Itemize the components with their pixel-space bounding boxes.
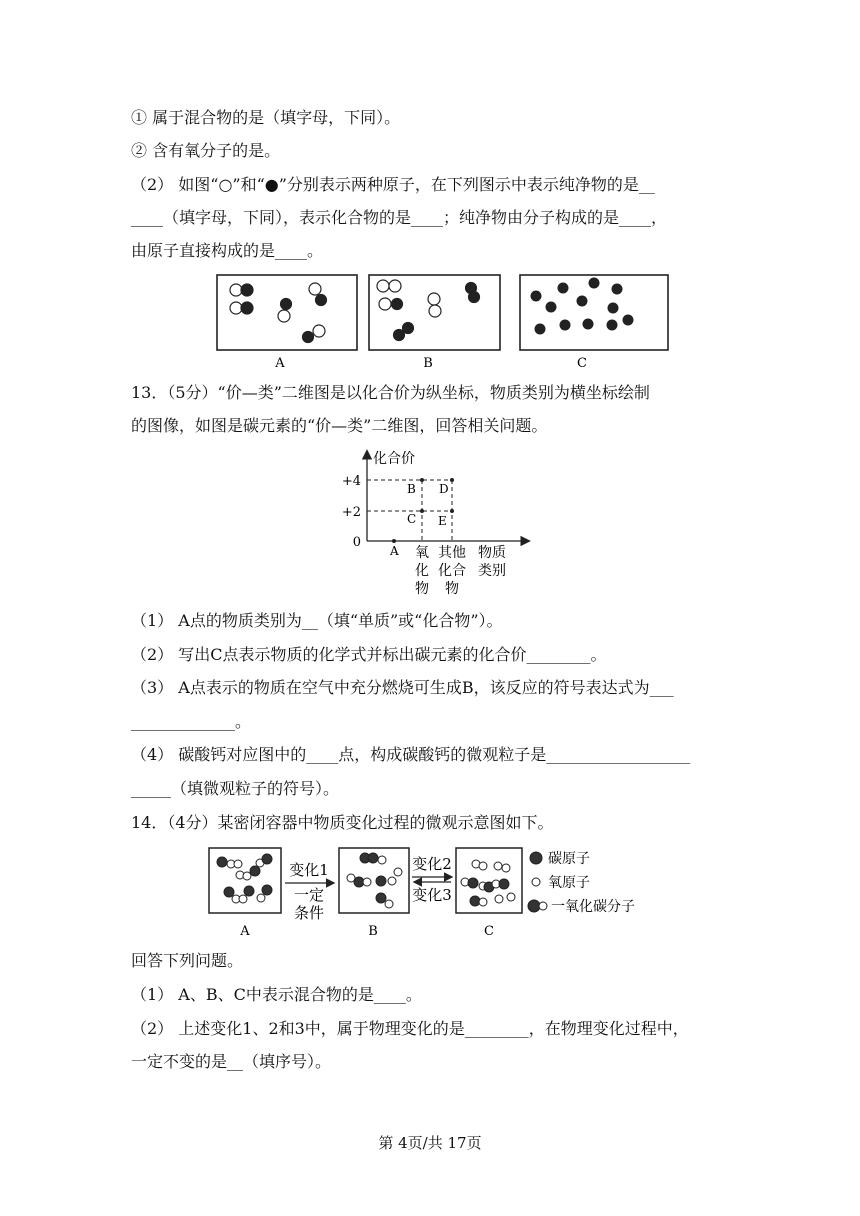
text-line: （4） 碳酸钙对应图中的____点，构成碳酸钙的微观粒子是__________________	[131, 745, 691, 764]
point-label: E	[438, 514, 447, 528]
text-line: 一定不变的是__（填序号）。	[131, 1052, 332, 1071]
atom-figure	[210, 270, 670, 372]
point-label: D	[439, 482, 449, 496]
figure-label: C	[484, 924, 494, 939]
x-category-label: 化合	[438, 563, 466, 579]
page-footer: 第 4页/共 17页	[378, 1134, 482, 1152]
x-category-label: 物	[445, 581, 459, 597]
question-13-header: 13．（5分）“价—类”二维图是以化合价为纵坐标，物质类别为横坐标绘制	[131, 383, 650, 402]
text-line: ② 含有氧分子的是。	[131, 141, 281, 160]
point-label: B	[407, 482, 416, 496]
arrow-label: 变化1	[289, 861, 329, 879]
text-line: （1） A、B、C中表示混合物的是____。	[131, 985, 422, 1004]
y-tick-label: +4	[341, 474, 361, 489]
text-line: 回答下列问题。	[131, 951, 244, 970]
valence-class-diagram	[335, 445, 535, 600]
text-line: 由原子直接构成的是____。	[131, 241, 324, 260]
y-tick-label: 0	[352, 535, 361, 550]
arrow-label: 条件	[293, 904, 325, 922]
x-category-label: 氧	[415, 545, 429, 561]
text-line: （2） 写出C点表示物质的化学式并标出碳元素的化合价________。	[131, 645, 607, 664]
text-line: _____________。	[131, 712, 252, 731]
x-category-label: 化	[415, 563, 429, 579]
text-line: （1） A点的物质类别为__（填“单质”或“化合物”）。	[131, 611, 503, 630]
point-label: C	[407, 512, 417, 526]
figure-label: B	[368, 924, 378, 939]
text-line: _____（填微观粒子的符号）。	[131, 779, 340, 798]
text-line: ① 属于混合物的是（填字母，下同）。	[131, 108, 401, 127]
y-axis-label: 化合价	[373, 451, 415, 467]
text-line: ____（填字母，下同），表示化合物的是____；纯净物由分子构成的是____，	[131, 208, 668, 227]
molecule-change-diagram	[205, 842, 665, 942]
y-tick-label: +2	[341, 505, 361, 520]
legend-label: 碳原子	[548, 851, 590, 867]
text-line: （2） 上述变化1、2和3中，属于物理变化的是________，在物理变化过程中，	[131, 1019, 689, 1038]
x-axis-label: 类别	[478, 563, 506, 579]
x-category-label: 物	[415, 581, 429, 597]
figure-label: B	[423, 356, 433, 371]
text-line: （2） 如图“○”和“●”分别表示两种原子，在下列图示中表示纯净物的是__	[131, 175, 655, 194]
arrow-label: 一定	[293, 886, 325, 904]
x-category-label: 其他	[438, 545, 466, 561]
question-14-header: 14．（4分）某密闭容器中物质变化过程的微观示意图如下。	[131, 813, 554, 832]
arrow-label: 变化2	[412, 855, 452, 873]
x-axis-label: 物质	[478, 545, 506, 561]
text-line: （3） A点表示的物质在空气中充分燃烧可生成B，该反应的符号表达式为___	[131, 678, 674, 697]
figure-label: A	[240, 924, 250, 939]
legend-label: 氧原子	[548, 875, 590, 891]
figure-label: A	[275, 356, 285, 371]
figure-label: C	[577, 356, 587, 371]
text-line: 的图像，如图是碳元素的“价—类”二维图，回答相关问题。	[131, 416, 548, 435]
point-label: A	[390, 544, 399, 558]
legend-label: 一氧化碳分子	[551, 899, 635, 915]
arrow-label: 变化3	[412, 886, 452, 904]
